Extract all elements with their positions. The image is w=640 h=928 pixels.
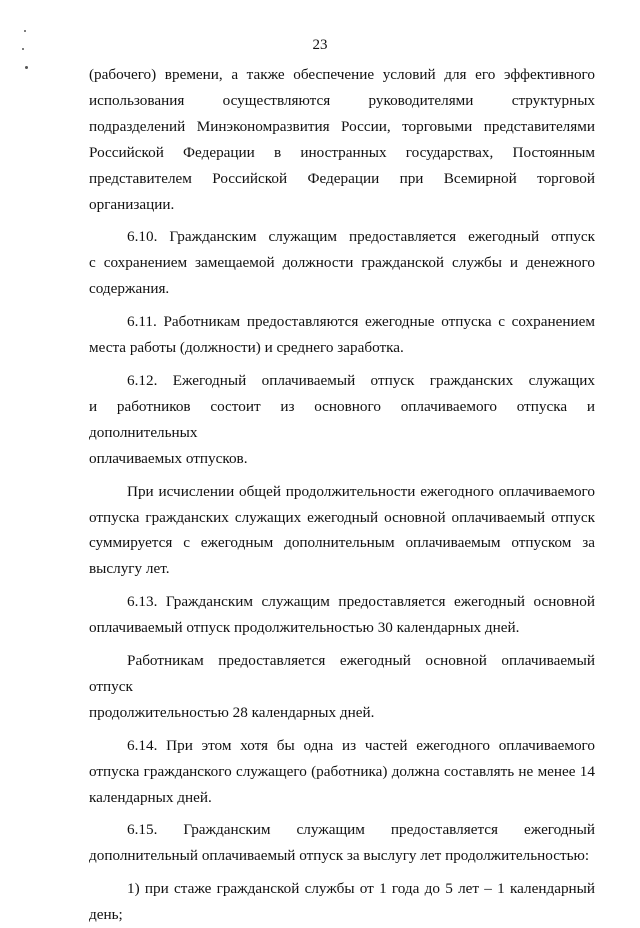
page-number: 23: [312, 37, 328, 53]
scan-speck: [24, 30, 26, 32]
text-line: 6.12. Ежегодный оплачиваемый отпуск гражданских служащих: [127, 371, 595, 389]
text-line: использования осуществляются руководителями структурных: [89, 91, 595, 109]
text-line: оплачиваемых отпусков.: [89, 449, 248, 467]
paragraph: [89, 589, 595, 641]
text-line: 6.10. Гражданским служащим предоставляется ежегодный отпуск: [127, 228, 595, 246]
text-line: отпуска гражданских служащих ежегодный основной оплачиваемый отпуск: [89, 508, 595, 526]
text-line: выслугу лет.: [89, 560, 170, 578]
text-line: 6.14. При этом хотя бы одна из частей ежегодного оплачиваемого: [127, 736, 595, 754]
text-line: представителем Российской Федерации при Всемирной торговой: [89, 169, 595, 187]
paragraph: [89, 309, 595, 361]
text-line: содержания.: [89, 280, 170, 298]
text-line: При исчислении общей продолжительности ежегодного оплачиваемого: [127, 482, 595, 500]
text-line: (рабочего) времени, а также обеспечение условий для его эффективного: [89, 66, 595, 83]
text-line: 6.15. Гражданским служащим предоставляется ежегодный: [127, 821, 595, 839]
paragraph: [89, 876, 595, 928]
text-line: календарных дней.: [89, 788, 212, 806]
text-line: 1) при стаже гражданской службы от 1 года до 5 лет – 1 календарный: [127, 880, 595, 898]
paragraph: [89, 479, 595, 583]
paragraph: [89, 648, 595, 726]
text-line: день;: [89, 906, 123, 924]
text-line: 6.13. Гражданским служащим предоставляется ежегодный основной: [127, 593, 595, 611]
text-line: с сохранением замещаемой должности гражданской службы и денежного: [89, 254, 595, 272]
text-line: оплачиваемый отпуск продолжительностью 30 календарных дней.: [89, 619, 520, 637]
text-line: Работникам предоставляется ежегодный основной оплачиваемый отпуск: [89, 652, 595, 695]
text-line: отпуска гражданского служащего (работника) должна составлять не менее 14: [89, 762, 595, 780]
text-line: суммируется с ежегодным дополнительным оплачиваемым отпуском за: [89, 534, 595, 552]
text-line: и работников состоит из основного оплачиваемого отпуска и дополнительных: [89, 397, 595, 441]
text-line: Российской Федерации в иностранных государствах, Постоянным: [89, 143, 595, 161]
paragraph: [89, 62, 595, 217]
text-line: 6.11. Работникам предоставляются ежегодные отпуска с сохранением: [127, 313, 595, 331]
text-line: дополнительный оплачиваемый отпуск за выслугу лет продолжительностью:: [89, 847, 590, 865]
document-body: [89, 62, 595, 928]
paragraph: [89, 733, 595, 811]
scan-speck: [25, 66, 28, 69]
paragraph: [89, 224, 595, 302]
text-line: места работы (должности) и среднего заработка.: [89, 339, 404, 357]
text-line: продолжительностью 28 календарных дней.: [89, 703, 375, 721]
text-line: организации.: [89, 195, 175, 213]
text-line: подразделений Минэкономразвития России, торговыми представителями: [89, 117, 595, 135]
paragraph: [89, 368, 595, 472]
paragraph: [89, 817, 595, 869]
